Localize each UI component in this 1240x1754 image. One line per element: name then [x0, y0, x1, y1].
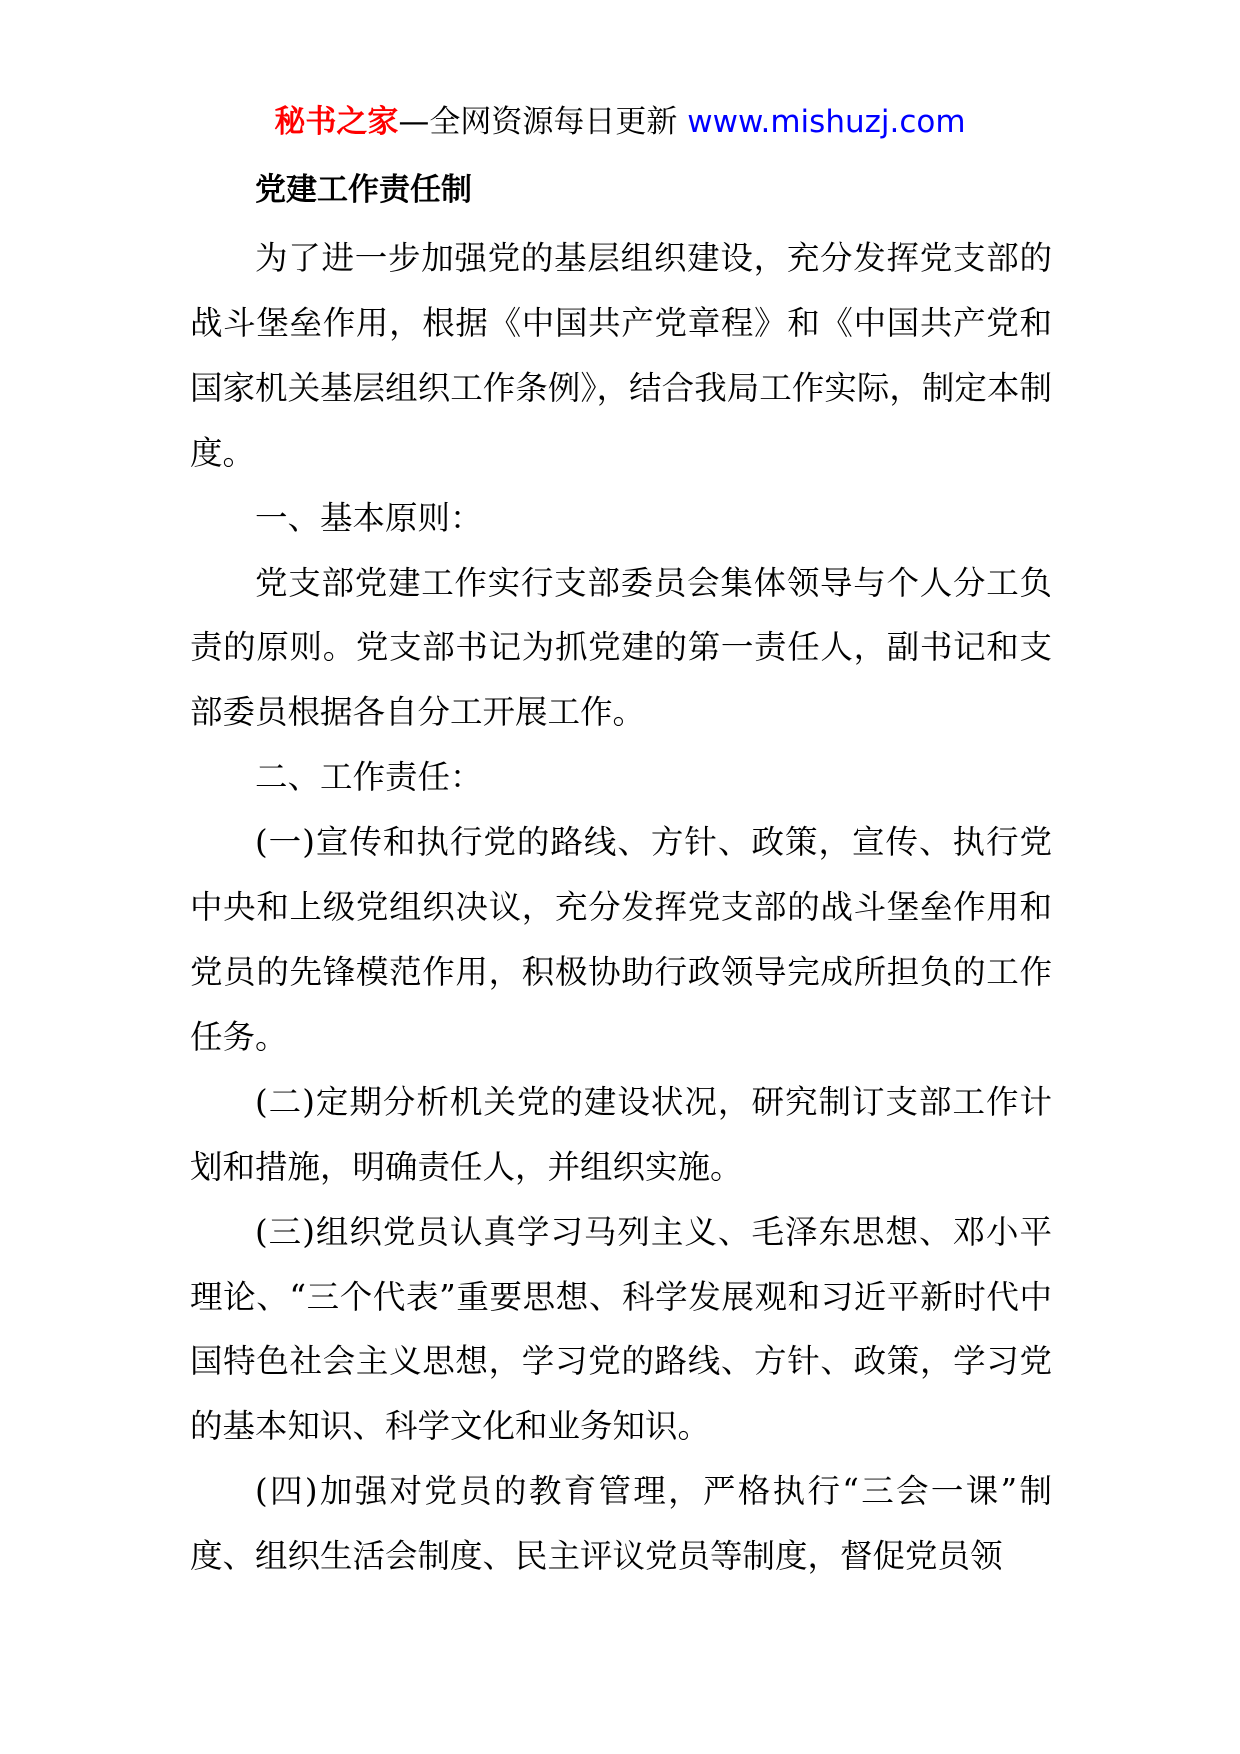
site-url-link[interactable]: www.mishuzj.com	[687, 104, 966, 140]
paragraph-principles: 党支部党建工作实行支部委员会集体领导与个人分工负责的原则。党支部书记为抓党建的第一责任人，副书记和支部委员根据各自分工开展工作。	[190, 563, 1052, 732]
paragraph-item-3: (三)组织党员认真学习马列主义、毛泽东思想、邓小平理论、“三个代表”重要思想、科学发展观和习近平新时代中国特色社会主义思想，学习党的路线、方针、政策，学习党的基本知识、科学文化和业务知识。	[190, 1212, 1052, 1446]
site-tagline: —全网资源每日更新	[398, 104, 688, 140]
site-header	[0, 100, 1240, 144]
paragraph-item-4: (四)加强对党员的教育管理，严格执行“三会一课”制度、组织生活会制度、民主评议党员等制度，督促党员领	[190, 1472, 1052, 1576]
heading-work-responsibilities: 二、工作责任：	[255, 758, 483, 797]
paragraph-item-1: (一)宣传和执行党的路线、方针、政策，宣传、执行党中央和上级党组织决议，充分发挥党支部的战斗堡垒作用和党员的先锋模范作用，积极协助行政领导完成所担负的工作任务。	[190, 823, 1052, 1056]
paragraph-item-2: (二)定期分析机关党的建设状况，研究制订支部工作计划和措施，明确责任人，并组织实施。	[190, 1082, 1052, 1186]
document-body	[190, 226, 1052, 1589]
document-title: 党建工作责任制	[255, 172, 472, 208]
heading-basic-principles: 一、基本原则：	[255, 498, 483, 537]
site-brand: 秘书之家	[274, 104, 399, 140]
paragraph-intro: 为了进一步加强党的基层组织建设，充分发挥党支部的战斗堡垒作用，根据《中国共产党章程》和《中国共产党和国家机关基层组织工作条例》，结合我局工作实际，制定本制度。	[190, 239, 1052, 472]
